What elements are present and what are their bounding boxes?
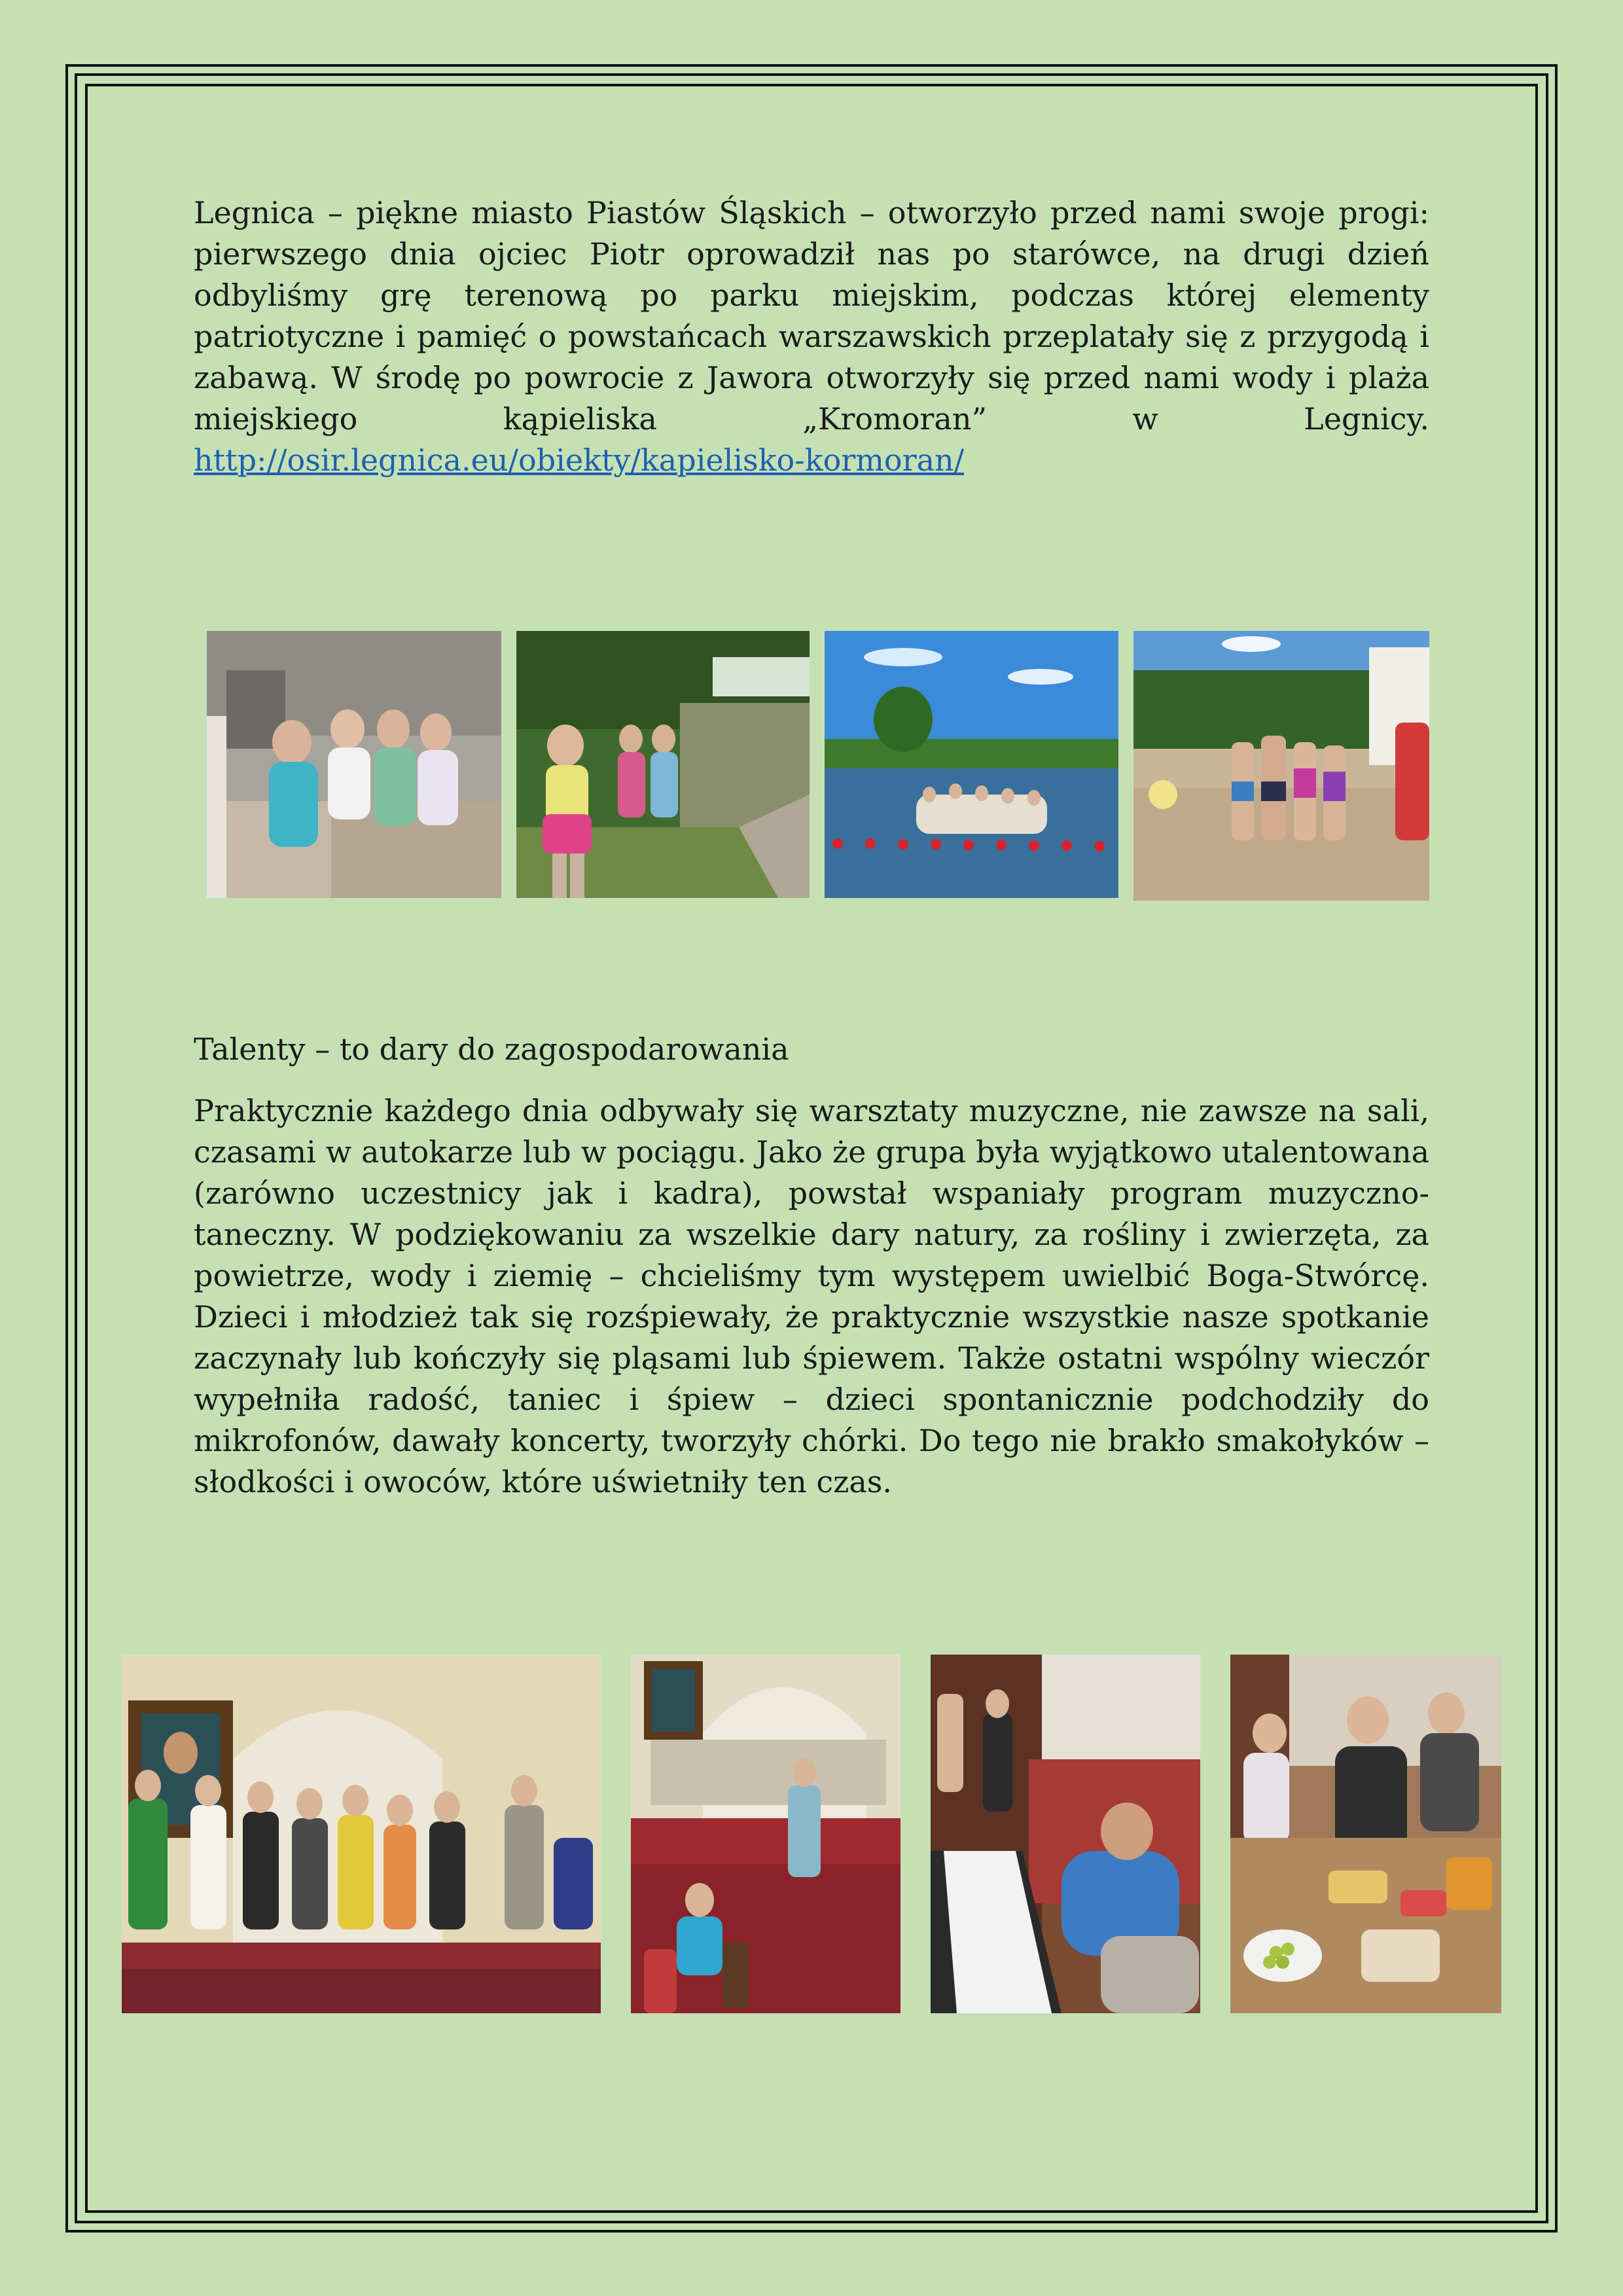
intro-text: Legnica – piękne miasto Piastów Śląskich – otworzyło przed nami swoje progi: pierwszego dnia ojciec Piotr oprowadził nas po starówce, na drugi dzień odbyliśmy grę terenową po parku miejskim, podczas której elementy patriotyczne i pamięć o powstańcach warszawskich przeplatały się z przygodą i zabawą. W środę po powrocie z Jawora otworzyły się przed nami wody i plaża miejskiego kąpieliska „Kromoran” w Legnicy. bbox=[194, 195, 1429, 437]
photo-girls-in-town bbox=[207, 631, 501, 898]
photo-chapel-performance bbox=[122, 1655, 601, 2013]
talents-paragraph: Praktycznie każdego dnia odbywały się warsztaty muzyczne, nie zawsze na sali, czasami w autokarze lub w pociągu. Jako że grupa była wyjątkowo utalentowana (zarówno uczestnicy jak i kadra), powstał wspaniały program muzyczno-taneczny. W podziękowaniu za wszelkie dary natury, za rośliny i zwierzęta, za powietrze, wody i ziemię – chcieliśmy tym występem uwielbić Boga-Stwórcę. Dzieci i młodzież tak się rozśpiewały, że praktycznie wszystkie nasze spotkanie zaczynały lub kończyły się pląsami lub śpiewem. Także ostatni wspólny wieczór wypełniła radość, taniec i śpiew – dzieci spontanicznie podchodziły do mikrofonów, dawały koncerty, tworzyły chórki. Do tego nie brakło smakołyków – słodkości i owoców, które uświetniły ten czas. bbox=[194, 1093, 1429, 1499]
photo-beach-group bbox=[1133, 631, 1429, 901]
photo-swimming-lake bbox=[825, 631, 1118, 898]
intro-paragraph bbox=[194, 192, 1429, 481]
osir-link[interactable]: http://osir.legnica.eu/obiekty/kapielisko-kormoran/ bbox=[194, 442, 965, 478]
photo-park-pond bbox=[516, 631, 810, 898]
photo-sweets-table bbox=[1230, 1655, 1501, 2013]
photo-piano-player bbox=[931, 1655, 1200, 2013]
section-heading: Talenty – to dary do zagospodarowania bbox=[194, 1031, 789, 1067]
photo-drum-performance bbox=[631, 1655, 901, 2013]
